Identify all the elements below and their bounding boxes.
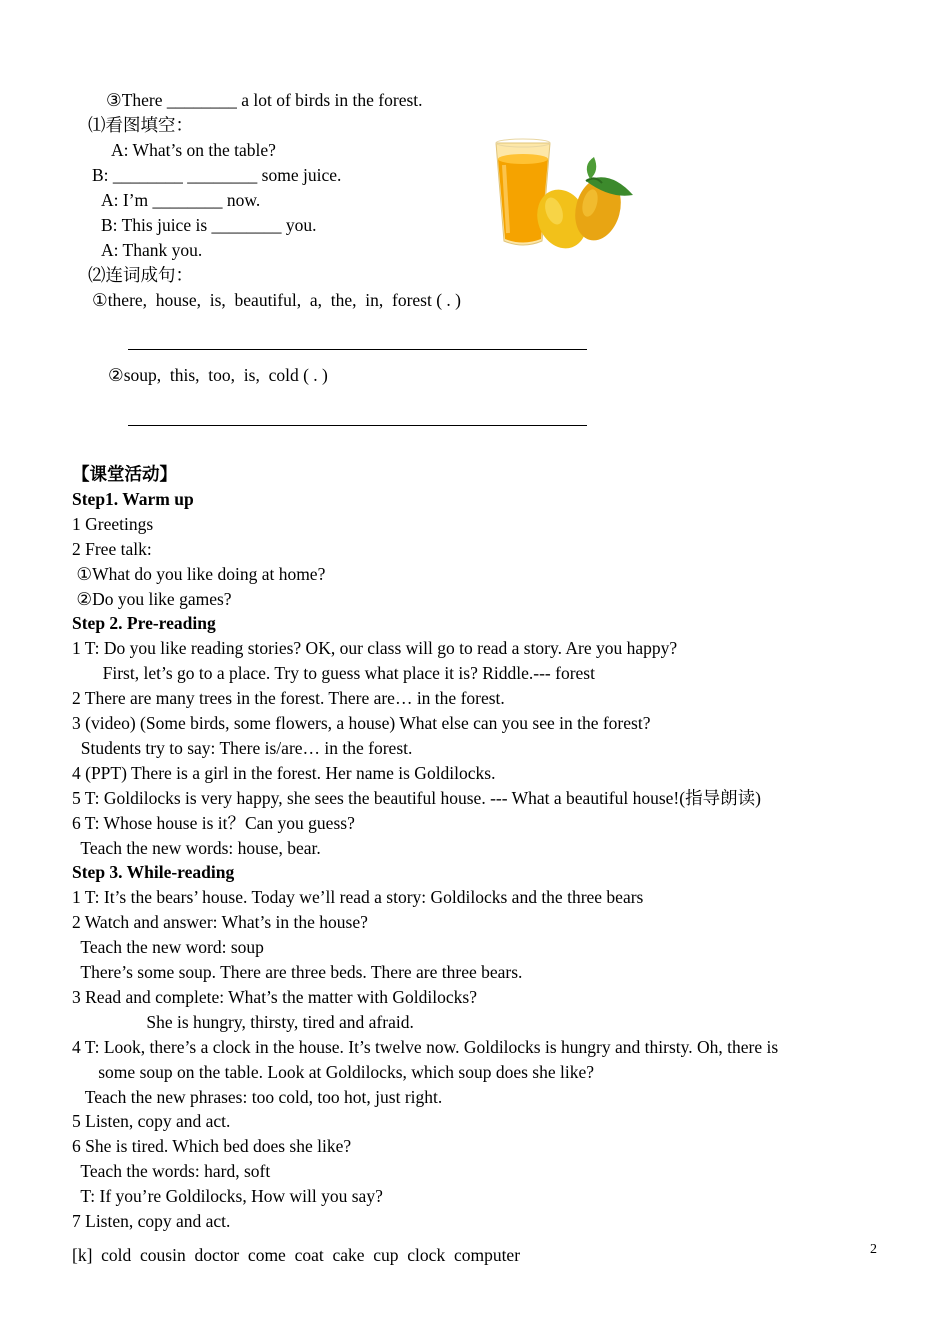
exercise-q3: ③There ________ a lot of birds in the forest. bbox=[106, 90, 423, 110]
step3-line: 3 Read and complete: What’s the matter with Goldilocks? bbox=[72, 987, 477, 1007]
dialogue-line-3: A: I’m ________ now. bbox=[101, 190, 261, 210]
dialogue-line-4: B: This juice is ________ you. bbox=[101, 215, 317, 235]
step3-line: 2 Watch and answer: What’s in the house? bbox=[72, 912, 368, 932]
step3-line: T: If you’re Goldilocks, How will you say? bbox=[72, 1186, 383, 1206]
part3-heading: ⑵连词成句： bbox=[88, 265, 193, 285]
step3-line: 4 T: Look, there’s a clock in the house. It’s twelve now. Goldilocks is hungry and thirsty. Oh, there is bbox=[72, 1037, 779, 1057]
answer-line-1[interactable] bbox=[128, 349, 587, 350]
step3-line: 7 Listen, copy and act. bbox=[72, 1211, 231, 1231]
step3-line: 1 T: It’s the bears’ house. Today we’ll read a story: Goldilocks and the three bears bbox=[72, 887, 644, 907]
step3-line: some soup on the table. Look at Goldilocks, which soup does she like? bbox=[72, 1062, 595, 1082]
step2-line: 3 (video) (Some birds, some flowers, a house) What else can you see in the forest? bbox=[72, 713, 651, 733]
phonics-line: [k] cold cousin doctor come coat cake cup clock computer bbox=[72, 1245, 521, 1265]
step2-line: Teach the new words: house, bear. bbox=[72, 838, 321, 858]
step1-line: ②Do you like games? bbox=[72, 589, 232, 609]
step1-line: 1 Greetings bbox=[72, 514, 154, 534]
step2-line: 6 T: Whose house is it？Can you guess? bbox=[72, 813, 355, 833]
step3-line: There’s some soup. There are three beds. There are three bears. bbox=[72, 962, 523, 982]
step3-line: She is hungry, thirsty, tired and afraid. bbox=[72, 1012, 414, 1032]
step2-line: 1 T: Do you like reading stories? OK, our class will go to read a story. Are you happy? bbox=[72, 638, 678, 658]
answer-line-2[interactable] bbox=[128, 425, 587, 426]
step2-line: Students try to say: There is/are… in the forest. bbox=[72, 738, 413, 758]
step3-title: Step 3. While-reading bbox=[72, 862, 235, 882]
section-title: 【课堂活动】 bbox=[72, 464, 177, 484]
juice-mango-image bbox=[490, 135, 635, 253]
step3-line: 6 She is tired. Which bed does she like? bbox=[72, 1136, 352, 1156]
part2-heading: ⑴看图填空： bbox=[88, 115, 193, 135]
step1-line: 2 Free talk: bbox=[72, 539, 152, 559]
step3-line: Teach the new word: soup bbox=[72, 937, 264, 957]
step2-line: 4 (PPT) There is a girl in the forest. Her name is Goldilocks. bbox=[72, 763, 496, 783]
step1-line: ①What do you like doing at home? bbox=[72, 564, 326, 584]
reorder-item-1: ①there, house, is, beautiful, a, the, in, forest ( . ) bbox=[92, 290, 461, 310]
step2-line: 5 T: Goldilocks is very happy, she sees the beautiful house. --- What a beautiful house!(指导朗读) bbox=[72, 788, 761, 808]
step3-line: Teach the new phrases: too cold, too hot, just right. bbox=[72, 1087, 443, 1107]
step2-title: Step 2. Pre-reading bbox=[72, 613, 216, 633]
dialogue-line-2: B: ________ ________ some juice. bbox=[92, 165, 342, 185]
step2-line: First, let’s go to a place. Try to guess what place it is? Riddle.--- forest bbox=[72, 663, 595, 683]
step3-line: Teach the words: hard, soft bbox=[72, 1161, 271, 1181]
step1-title: Step1. Warm up bbox=[72, 489, 194, 509]
dialogue-line-1: A: What’s on the table? bbox=[111, 140, 276, 160]
dialogue-line-5: A: Thank you. bbox=[101, 240, 203, 260]
reorder-item-2: ②soup, this, too, is, cold ( . ) bbox=[108, 365, 328, 385]
page-number: 2 bbox=[870, 1242, 877, 1257]
step2-line: 2 There are many trees in the forest. There are… in the forest. bbox=[72, 688, 505, 708]
step3-line: 5 Listen, copy and act. bbox=[72, 1111, 231, 1131]
